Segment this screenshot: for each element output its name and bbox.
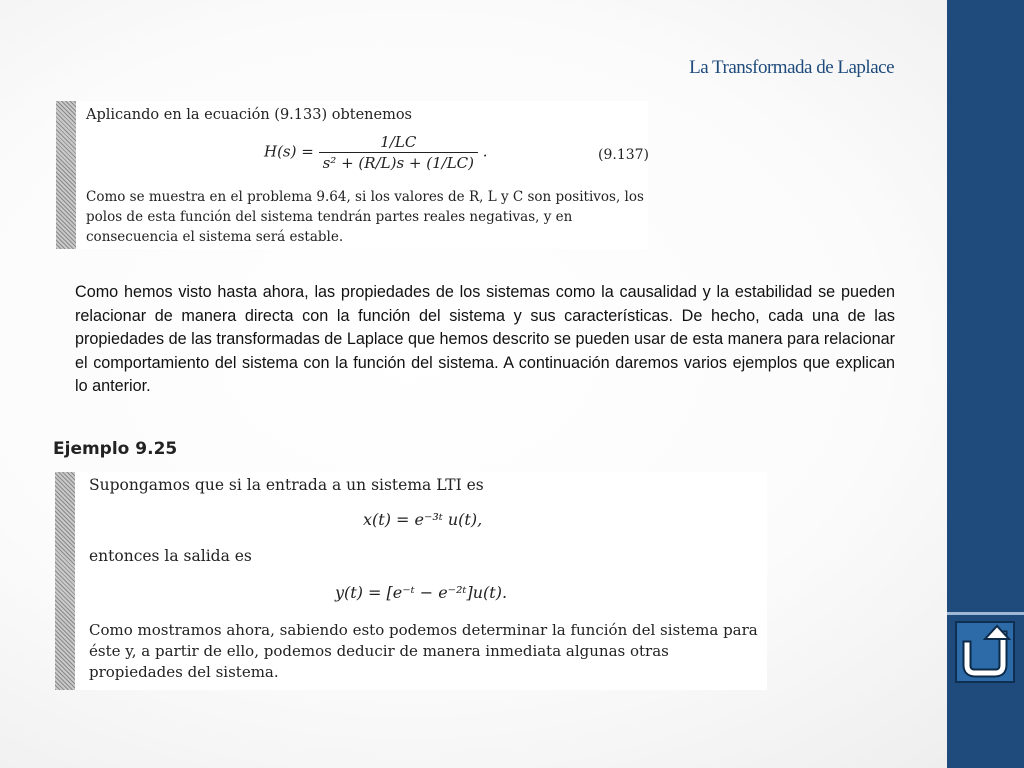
equation-denominator: s² + (R/L)s + (1/LC) xyxy=(322,154,474,172)
slide-title: La Transformada de Laplace xyxy=(689,57,894,78)
example-paragraph: Como mostramos ahora, sabiendo esto podemos determinar la función del sistema para éste y, a partir de ello, podemos deducir de manera inmediata algunas otras propiedades del sistema. xyxy=(89,621,758,681)
equation-numerator: 1/LC xyxy=(319,133,478,153)
excerpt-intro: Aplicando en la ecuación (9.133) obtenemos xyxy=(86,107,412,123)
scan-margin xyxy=(55,472,75,690)
main-paragraph: Como hemos visto hasta ahora, las propiedades de los sistemas como la causalidad y la estabilidad se pueden relacionar de manera directa con la función del sistema y sus características. De hecho, cada una de las propiedades de las transformadas de Laplace que hemos descrito se pueden usar de esta manera para relacionar el comportamiento del sistema con la función del sistema. A continuación daremos varios ejemplos que explican lo anterior. xyxy=(75,283,895,396)
return-button[interactable] xyxy=(955,621,1015,683)
transfer-function-equation xyxy=(264,133,488,172)
equation-fraction xyxy=(319,133,478,172)
equation-lhs: H(s) = xyxy=(264,142,314,161)
equation-number: (9.137) xyxy=(598,147,650,163)
scanned-excerpt-2 xyxy=(55,472,767,690)
example-line-2: entonces la salida es xyxy=(89,547,252,565)
output-equation: y(t) = [e⁻ᵗ − e⁻²ᵗ]u(t). xyxy=(335,583,508,602)
scan-margin xyxy=(56,101,76,249)
equation-trailing: . xyxy=(482,142,488,161)
return-arrow-icon xyxy=(957,623,1013,681)
scanned-excerpt-1 xyxy=(56,101,648,249)
input-equation: x(t) = e⁻³ᵗ u(t), xyxy=(363,510,483,529)
sidebar-divider xyxy=(947,612,1024,615)
example-heading: Ejemplo 9.25 xyxy=(53,439,178,459)
excerpt-paragraph: Como se muestra en el problema 9.64, si los valores de R, L y C son positivos, los polos de esta función del sistema tendrán partes reales negativas, y en consecuencia el sistema será estable. xyxy=(86,189,644,245)
example-line-1: Supongamos que si la entrada a un sistema LTI es xyxy=(89,476,484,494)
